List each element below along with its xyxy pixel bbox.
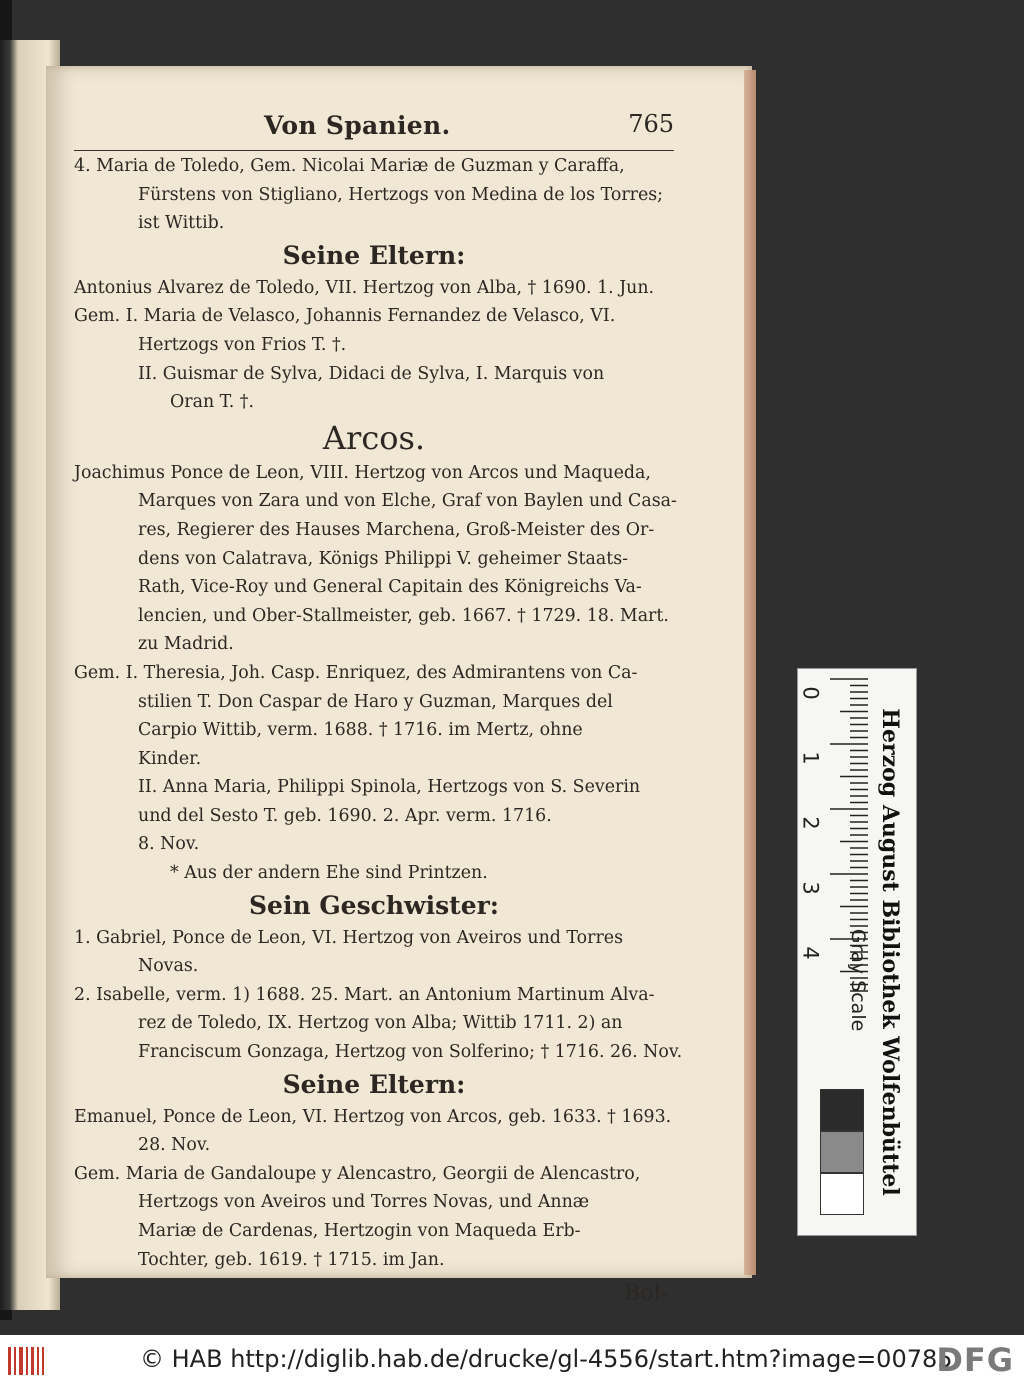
gray-swatch: [820, 1131, 864, 1173]
text-line: 28. Nov.: [138, 1135, 211, 1156]
gray-swatch: [820, 1089, 864, 1131]
text-line: lencien, und Ober-Stallmeister, geb. 1667. † 1729. 18. Mart.: [138, 605, 669, 626]
text-line: res, Regierer des Hauses Marchena, Groß-Meister des Or-: [138, 519, 655, 540]
ruler-number: 4: [798, 946, 823, 960]
ruler-number: 3: [798, 881, 823, 895]
text-line: 4. Maria de Toledo, Gem. Nicolai Mariæ de Guzman y Caraffa,: [74, 156, 625, 176]
text-line: Hertzogs von Frios T. †.: [138, 334, 347, 355]
gray-swatch: [820, 1173, 864, 1215]
text-line: Gem. Maria de Gandaloupe y Alencastro, Georgii de Alencastro,: [74, 1163, 641, 1184]
page-edge: [744, 70, 756, 1275]
footer-bar: [0, 1335, 1024, 1387]
text-line: * Aus der andern Ehe sind Printzen.: [170, 863, 488, 884]
text-line: 8. Nov.: [138, 834, 200, 855]
ruler-number: 2: [798, 816, 823, 830]
text-line: Tochter, geb. 1619. † 1715. im Jan.: [138, 1249, 445, 1270]
dfg-logo: DFG: [936, 1341, 1014, 1379]
section-heading: Seine Eltern:: [282, 1069, 466, 1099]
text-line: dens von Calatrava, Königs Philippi V. geheimer Staats-: [138, 548, 629, 569]
text-line: zu Madrid.: [138, 634, 234, 655]
text-line: Joachimus Ponce de Leon, VIII. Hertzog von Arcos und Maqueda,: [74, 462, 651, 483]
header-rule: [74, 150, 674, 151]
text-line: Antonius Alvarez de Toledo, VII. Hertzog von Alba, † 1690. 1. Jun.: [74, 277, 655, 298]
text-line: Fürstens von Stigliano, Hertzogs von Medina de los Torres;: [138, 184, 664, 205]
page-header: [74, 108, 674, 152]
ruler-number: 1: [798, 751, 823, 765]
text-line: rez de Toledo, IX. Hertzog von Alba; Wittib 1711. 2) an: [138, 1013, 623, 1034]
text-line: Marques von Zara und von Elche, Graf von Baylen und Casa-: [138, 491, 677, 512]
page-number: 765: [628, 110, 674, 138]
text-line: ist Wittib.: [138, 213, 225, 234]
text-line: 1. Gabriel, Ponce de Leon, VI. Hertzog von Aveiros und Torres: [74, 927, 623, 948]
page-text: [74, 108, 683, 1309]
catchword: Bol-: [624, 1281, 668, 1307]
section-heading: Sein Geschwister:: [248, 890, 499, 920]
text-line: Carpio Wittib, verm. 1688. † 1716. im Mertz, ohne: [138, 720, 583, 741]
text-line: Hertzogs von Aveiros und Torres Novas, und Annæ: [138, 1192, 590, 1213]
text-line: II. Anna Maria, Philippi Spinola, Hertzogs von S. Severin: [138, 777, 641, 798]
gray-scale-label: Gray Scale: [847, 928, 869, 1032]
section-heading: Arcos.: [322, 418, 426, 457]
library-name: Herzog August Bibliothek Wolfenbüttel: [877, 708, 903, 1196]
barcode-logo: [6, 1345, 46, 1377]
ruler-number: 0: [798, 686, 823, 700]
text-line: II. Guismar de Sylva, Didaci de Sylva, I. Marquis von: [138, 363, 605, 384]
text-line: 2. Isabelle, verm. 1) 1688. 25. Mart. an Antonium Martinum Alva-: [74, 984, 655, 1005]
text-line: Emanuel, Ponce de Leon, VI. Hertzog von Arcos, geb. 1633. † 1693.: [74, 1106, 672, 1127]
text-line: Mariæ de Cardenas, Hertzogin von Maqueda Erb-: [138, 1221, 581, 1241]
source-link[interactable]: © HAB http://diglib.hab.de/drucke/gl-4556/start.htm?image=00785: [140, 1345, 953, 1373]
text-line: Gem. I. Theresia, Joh. Casp. Enriquez, des Admirantens von Ca-: [74, 662, 638, 683]
text-line: Novas.: [138, 956, 199, 977]
text-line: stilien T. Don Caspar de Haro y Guzman, Marques del: [138, 691, 613, 712]
text-lines: [74, 152, 683, 1274]
text-line: Rath, Vice-Roy und General Capitain des Königreichs Va-: [138, 577, 642, 598]
text-line: Oran T. †.: [170, 392, 254, 413]
running-head: Von Spanien.: [264, 111, 451, 140]
text-line: Franciscum Gonzaga, Hertzog von Solferino; † 1716. 26. Nov.: [138, 1042, 683, 1063]
color-scale-ruler: [797, 668, 917, 1236]
text-line: Gem. I. Maria de Velasco, Johannis Fernandez de Velasco, VI.: [74, 306, 616, 327]
text-line: Kinder.: [138, 748, 202, 769]
section-heading: Seine Eltern:: [282, 240, 466, 270]
text-line: und del Sesto T. geb. 1690. 2. Apr. verm. 1716.: [138, 805, 552, 826]
